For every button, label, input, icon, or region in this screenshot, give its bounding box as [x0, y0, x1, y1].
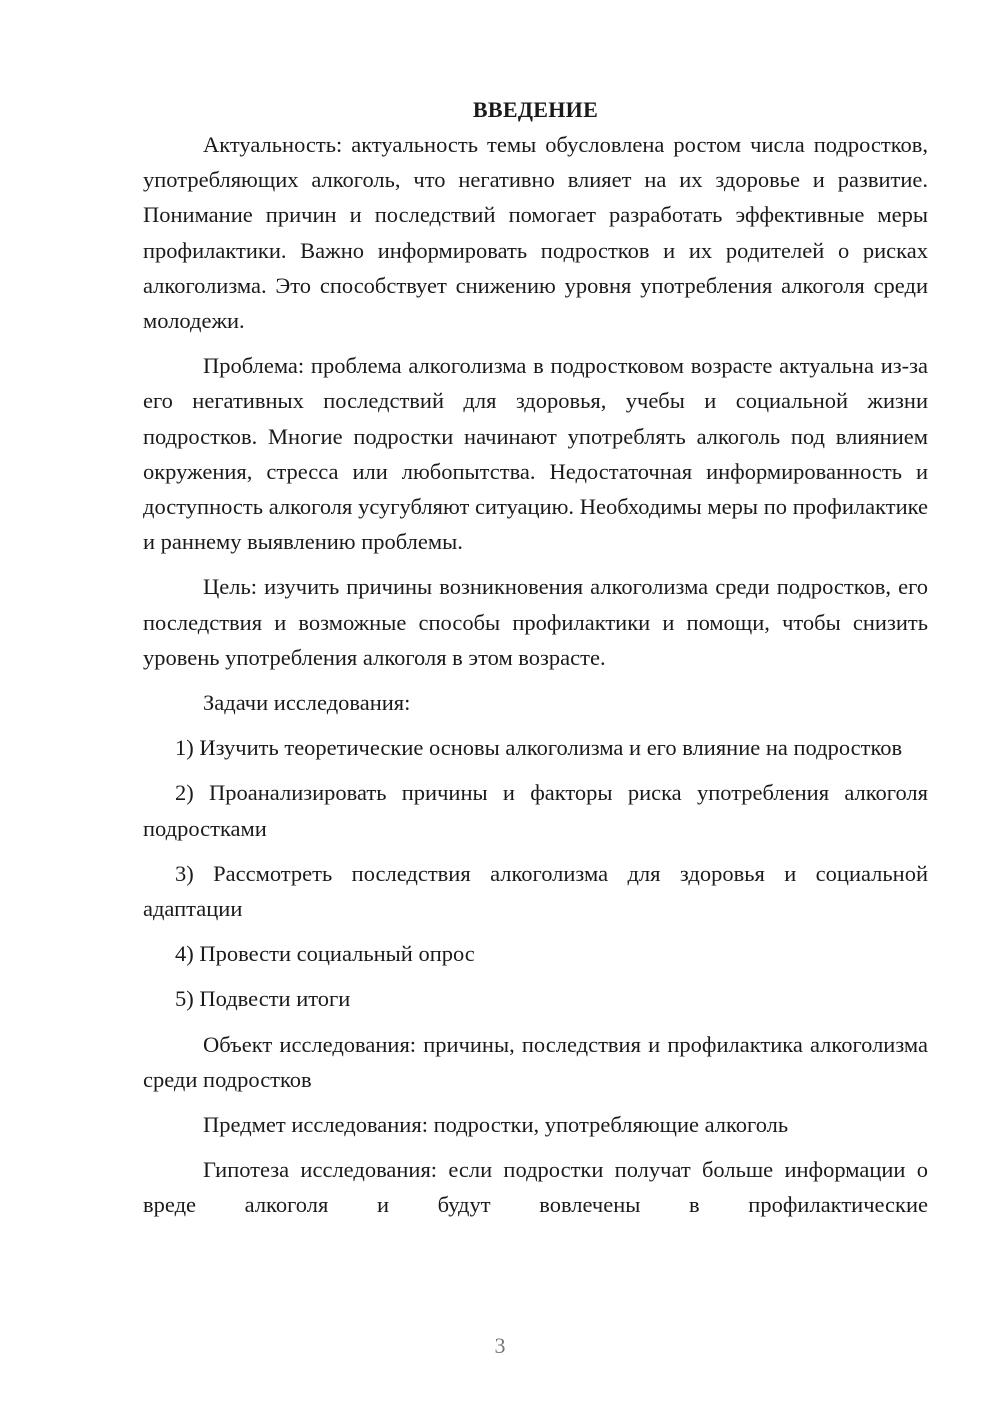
task-item: 3) Рассмотреть последствия алкоголизма для здоровья и социальной адаптации — [143, 860, 928, 922]
page-content — [143, 92, 928, 1223]
task-item: 1) Изучить теоретические основы алкоголизма и его влияние на подростков — [175, 735, 903, 761]
goal-paragraph: Цель: изучить причины возникновения алкоголизма среди подростков, его последствия и возможные способы профилактики и помощи, чтобы снизить уровень употребления алкоголя в этом возрасте. — [143, 574, 928, 670]
subject-paragraph: Предмет исследования: подростки, употребляющие алкоголь — [203, 1112, 789, 1138]
hypothesis-paragraph: Гипотеза исследования: если подростки получат больше информации о вреде алкоголя и будут вовлечены в профилактические — [143, 1157, 928, 1218]
task-item: 5) Подвести итоги — [175, 986, 351, 1012]
object-paragraph: Объект исследования: причины, последствия и профилактика алкоголизма среди подростков — [143, 1031, 928, 1092]
page-number: 3 — [494, 1333, 506, 1358]
tasks-title: Задачи исследования: — [203, 690, 411, 716]
problem-paragraph: Проблема: проблема алкоголизма в подростковом возрасте актуальна из-за его негативных последствий для здоровья, учебы и социальной жизни подростков. Многие подростки начинают употреблять алкоголь под влиянием окружения, стресса или любопытства. Недостаточная информированность и доступность алкоголя усугубляют ситуацию. Необходимы меры по профилактике и раннему выявлению проблемы. — [143, 353, 928, 555]
page-title: ВВЕДЕНИЕ — [472, 97, 599, 122]
task-item: 2) Проанализировать причины и факторы риска употребления алкоголя подростками — [143, 780, 928, 841]
relevance-paragraph: Актуальность: актуальность темы обусловлена ростом числа подростков, употребляющих алкоголь, что негативно влияет на их здоровье и развитие. Понимание причин и последствий помогает разработать эффективные меры профилактики. Важно информировать подростков и их родителей о рисках алкоголизма. Это способствует снижению уровня употребления алкоголя среди молодежи. — [143, 132, 928, 334]
task-item: 4) Провести социальный опрос — [175, 941, 475, 967]
